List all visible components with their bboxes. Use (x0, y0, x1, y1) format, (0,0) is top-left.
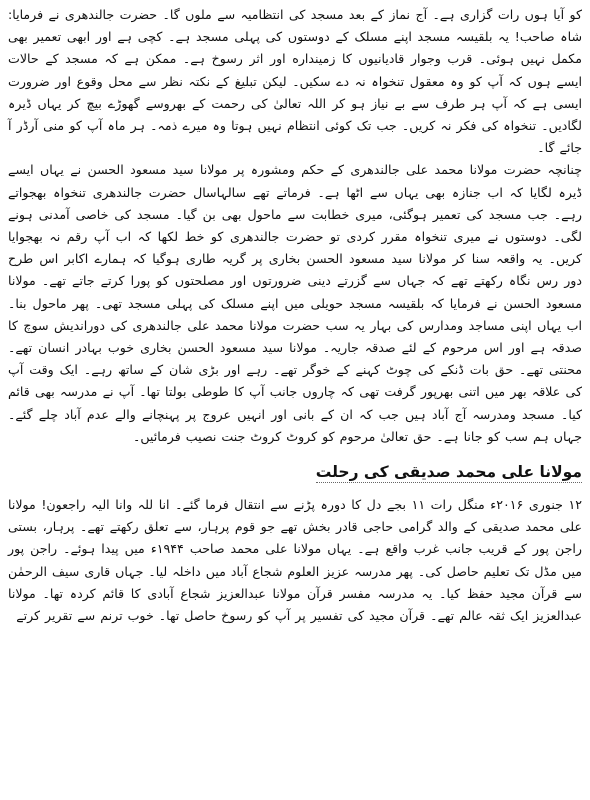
section-heading-text: مولانا علی محمد صدیقی کی رحلت (315, 463, 582, 482)
paragraph-jalandhari-advice: چنانچہ حضرت مولانا محمد علی جالندھری کے حکم ومشورہ پر مولانا سید مسعود الحسن نے یہاں ایسے ڈیرہ لگایا کہ اب جنازہ بھی یہاں سے اٹھا ہے۔ فرماتے تھے سالہاسال حضرت جالندھری تنخواہ بھجواتے رہے۔ جب مسجد کی تعمیر ہوگئی، میری خطابت سے ماحول بھی بن گیا۔ مسجد کی خاصی آمدنی ہونے لگی۔ دوستوں نے میری تنخواہ مقرر کردی تو حضرت جالندھری کو خط لکھا کہ اب آپ رقم نہ بھجوایا کریں۔ یہ واقعہ سنا کر مولانا سید مسعود الحسن بخاری پر گریہ طاری ہوگیا کہ ہمارے اکابر اس طرح دور رس نگاہ رکھتے تھے کہ جہاں سے گزرتے دینی ضرورتوں اور مصلحتوں کو پورا کرتے جاتے تھے۔ مولانا مسعود الحسن نے فرمایا کہ بلقیسہ مسجد حویلی میں اپنے مسلک کی پہلی مسجد تھی۔ پھر ماحول بنا۔ اب یہاں اپنی مساجد ومدارس کی بہار یہ سب حضرت مولانا محمد علی جالندھری کی دوراندیش سوچ کا صدقہ ہے اور اس مرحوم کے لئے صدقہ جاریہ۔ مولانا سید مسعود الحسن بخاری خوب بہادر انسان تھے۔ محنتی تھے۔ حق بات ڈنکے کی چوٹ کہنے کے خوگر تھے۔ رہے اور بڑی شان کے ساتھ رہے۔ ایک وقت آپ کی علاقہ بھر میں اتنی بھرپور گرفت تھی کہ چاروں جانب آپ کا طوطی بولتا تھا۔ آپ نے مدرسہ بھی قائم کیا۔ مسجد ومدرسہ آج آباد ہیں جب کہ ان کے بانی اور انہیں عروج پر پہنچانے والے عدم آباد چلے گئے۔ جہاں ہم سب کو جانا ہے۔ حق تعالیٰ مرحوم کو کروٹ کروٹ جنت نصیب فرمائیں۔ (8, 162, 582, 444)
paragraph-obituary: ۱۲ جنوری ۲۰۱۶ء منگل رات ۱۱ بجے دل کا دورہ پڑنے سے انتقال فرما گئے۔ انا للہ وانا الیہ راجعون! مولانا علی محمد صدیقی کے والد گرامی حاجی قادر بخش تھے جو قوم پرہار، سے تعلق رکھتے تھے۔ پرہار، بستی راجن پور کے قریب جانب غرب واقع ہے۔ یہاں مولانا علی محمد صاحب ۱۹۴۴ء میں پیدا ہوئے۔ راجن پور میں مڈل تک تعلیم حاصل کی۔ پھر مدرسہ عزیز العلوم شجاع آباد میں داخلہ لیا۔ جہاں قاری سیف الرحمٰن سے قرآن مجید حفظ کیا۔ یہ مدرسہ مفسر قرآن مولانا عبدالعزیز شجاع آبادی کا قائم کردہ تھا۔ مولانا عبدالعزیز ایک ثقہ عالم تھے۔ قرآن مجید کی تفسیر پر آپ کو رسوخ حاصل تھا۔ خوب ترنم سے تقریر کرتے (8, 497, 583, 624)
section-heading (8, 460, 582, 484)
paragraph-continuation: کو آیا ہوں رات گزاری ہے۔ آج نماز کے بعد مسجد کی انتظامیہ سے ملوں گا۔ حضرت جالندھری نے فرمایا: شاہ صاحب! یہ بلقیسہ مسجد اپنے مسلک کے دوستوں کی پہلی مسجد ہے۔ کچی ہے اور ابھی تعمیر بھی مکمل نہیں ہوئی۔ قرب وجوار قادیانیوں کا زمینداره اور اثر رسوخ ہے۔ ممکن ہے کہ مسجد کے حالات ایسے ہوں کہ آپ کو وہ معقول تنخواہ نہ دے سکیں۔ لیکن تبلیغ کے نکتہ نظر سے محل وقوع اور ضرورت ایسی ہے کہ آپ ہر طرف سے بے نیاز ہو کر اللہ تعالیٰ کی رحمت کے بھروسے گھوڑے بیچ کر یہاں ڈیرہ لگادیں۔ تنخواہ کی فکر نہ کریں۔ جب تک کوئی انتظام نہیں ہوتا وہ میرے ذمہ۔ ہر ماہ آپ کو منی آرڈر آ جائے گا۔ (8, 7, 582, 156)
